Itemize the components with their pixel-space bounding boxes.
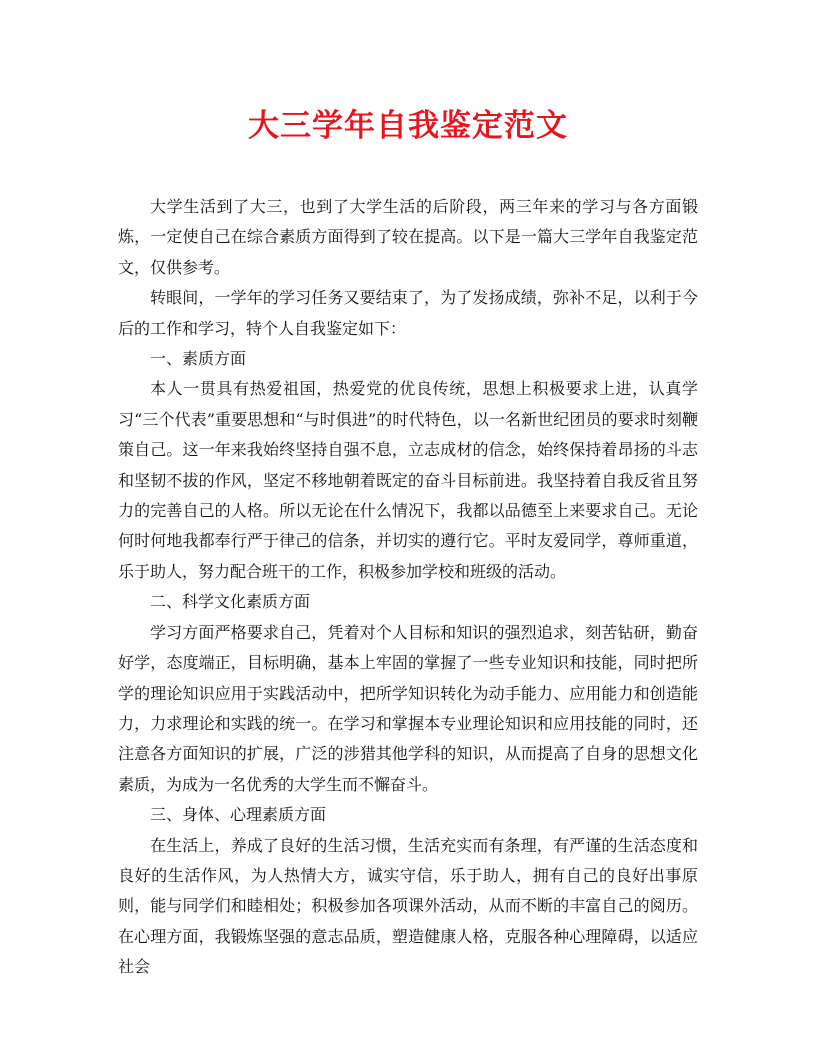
section-heading-science: 二、科学文化素质方面 [150,592,311,612]
section-heading-quality: 一、素质方面 [150,349,247,369]
section-body-science: 学习方面严格要求自己，凭着对个人目标和知识的强烈追求，刻苦钻研，勤奋好学，态度端正，目标明确，基本上牢固的掌握了一些专业知识和技能，同时把所学的理论知识应用于实践活动中，把所学知识转化为动手能力、应用能力和创造能力，力求理论和实践的统一。在学习和掌握本专业理论知识和应用技能的同时，还注意各方面知识的扩展，广泛的涉猎其他学科的知识，从而提高了自身的思想文化素质，为成为一名优秀的大学生而不懈奋斗。 [118,622,698,794]
intro-paragraph: 大学生活到了大三，也到了大学生活的后阶段，两三年来的学习与各方面锻炼，一定使自己在综合素质方面得到了较在提高。以下是一篇大三学年自我鉴定范文，仅供参考。 [118,197,698,277]
opening-paragraph: 转眼间，一学年的学习任务又要结束了，为了发扬成绩，弥补不足，以利于今后的工作和学习，特个人自我鉴定如下： [118,288,698,338]
section-body-body-mind: 在生活上，养成了良好的生活习惯，生活充实而有条理，有严谨的生活态度和良好的生活作风，为人热情大方，诚实守信，乐于助人，拥有自己的良好出事原则，能与同学们和睦相处；积极参加各项课外活动，从而不断的丰富自己的阅历。在心理方面，我锻炼坚强的意志品质，塑造健康人格，克服各种心理障碍，以适应社会 [118,835,698,977]
section-heading-body-mind: 三、身体、心理素质方面 [150,805,327,825]
document-title: 大三学年自我鉴定范文 [248,108,568,144]
section-body-quality: 本人一贯具有热爱祖国，热爱党的优良传统，思想上积极要求上进，认真学习“三个代表”重要思想和“与时俱进”的时代特色，以一名新世纪团员的要求时刻鞭策自己。这一年来我始终坚持自强不息，立志成材的信念，始终保持着昂扬的斗志和坚韧不拔的作风，坚定不移地朝着既定的奋斗目标前进。我坚持着自我反省且努力的完善自己的人格。所以无论在什么情况下，我都以品德至上来要求自己。无论何时何地我都奉行严于律己的信条，并切实的遵行它。平时友爱同学，尊师重道，乐于助人，努力配合班干的工作，积极参加学校和班级的活动。 [118,379,698,581]
document-page [118,100,698,983]
